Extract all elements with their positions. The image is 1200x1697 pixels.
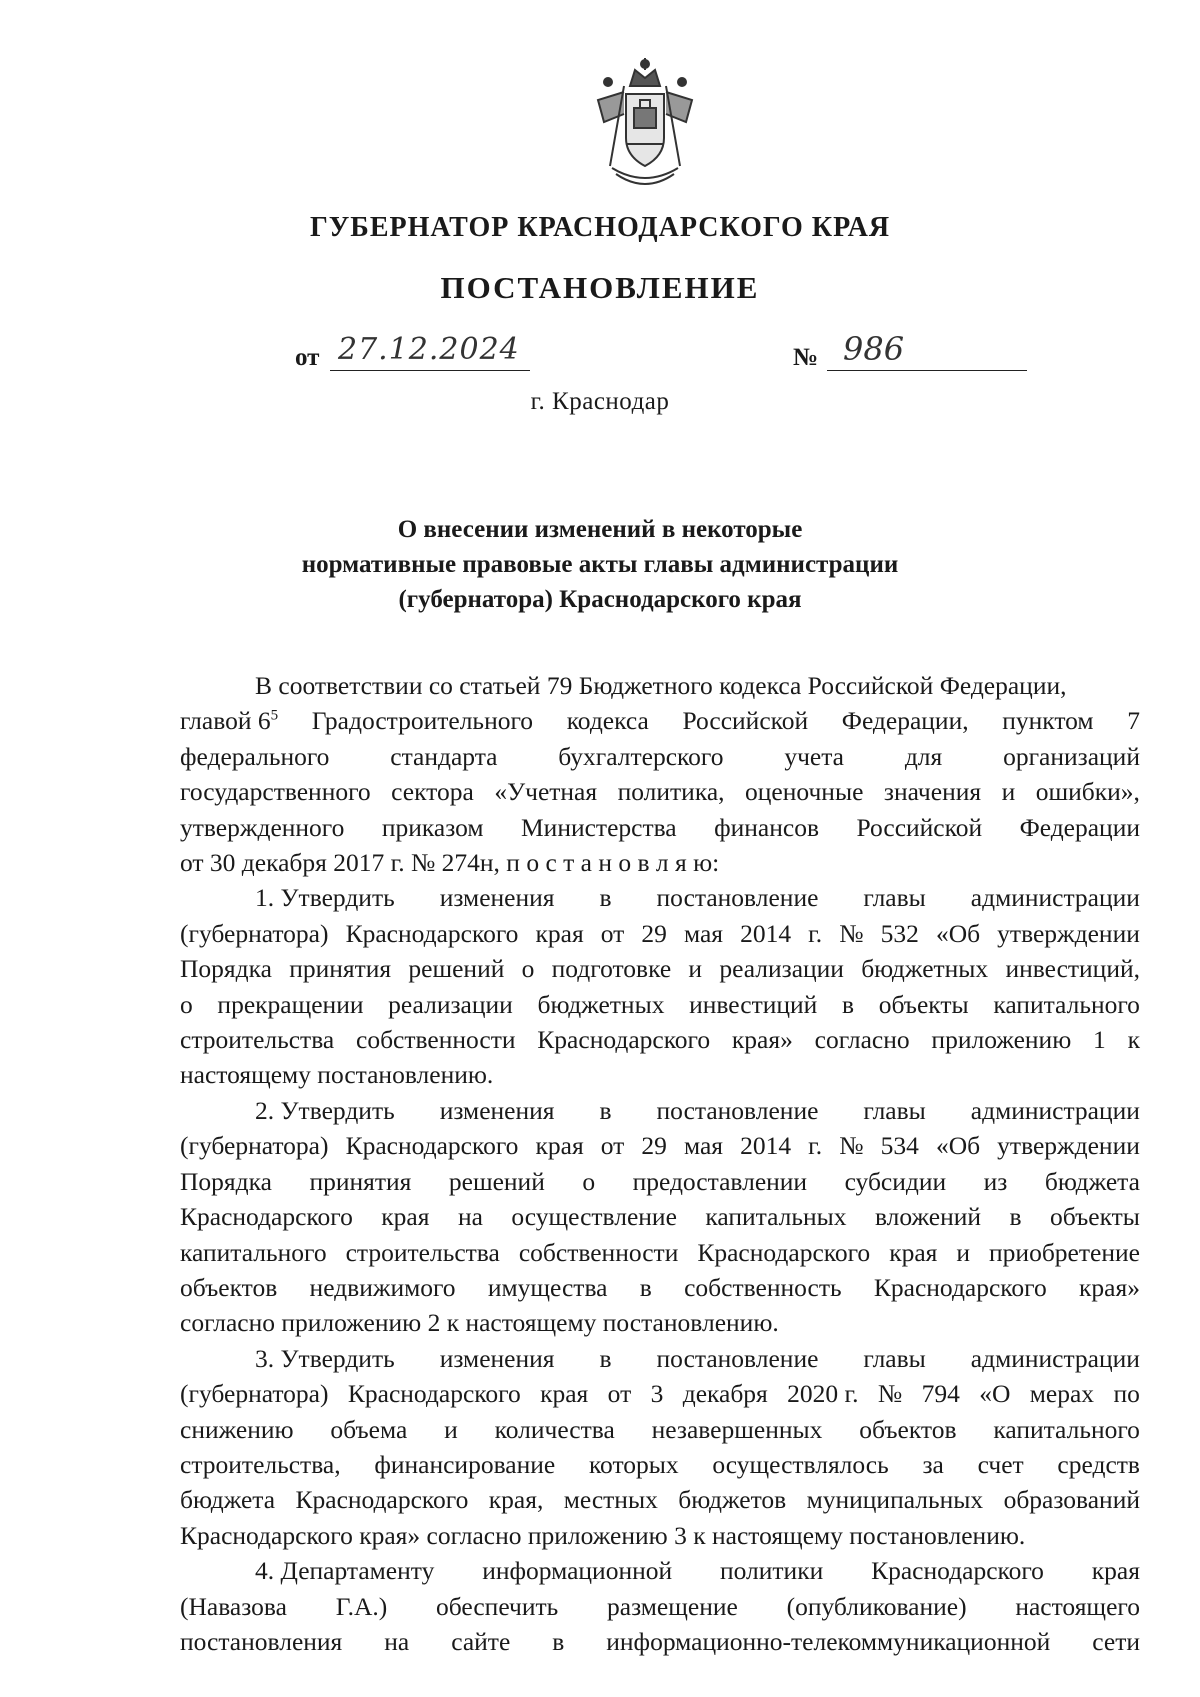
body-word: собственность [684, 1272, 842, 1302]
body-word: от [607, 1379, 632, 1409]
body-line [180, 703, 1140, 738]
body-word: края» [731, 1025, 793, 1055]
body-word: значения [883, 777, 982, 807]
body-word: кодекса [566, 706, 649, 736]
body-word: 29 [641, 918, 667, 948]
body-word: Порядка [180, 954, 272, 984]
body-word: постановление [656, 1343, 819, 1373]
body-word: бухгалтерского [558, 741, 724, 771]
body-word: инвестиций [689, 989, 818, 1019]
body-word: Российской [856, 812, 983, 842]
body-line [180, 880, 1140, 915]
body-word: осуществление [511, 1202, 677, 1232]
body-line [180, 1447, 1140, 1482]
body-word: политики [719, 1556, 824, 1586]
body-line [180, 1057, 1140, 1092]
body-word: 534 [880, 1131, 919, 1161]
body-word: Краснодарского [697, 1237, 871, 1267]
body-line [180, 1624, 1140, 1659]
body-word: решений [448, 1166, 545, 1196]
body-word: постановление [656, 1095, 819, 1125]
body-line [180, 1128, 1140, 1163]
body-word: Федерации, [841, 706, 969, 736]
body-word: главы [863, 1095, 926, 1125]
body-word: капитального [993, 1414, 1140, 1444]
body-word: мая [683, 918, 723, 948]
body-word: (губернатора) [180, 1131, 329, 1161]
body-line [180, 1022, 1140, 1057]
body-word: от [600, 1131, 625, 1161]
body-word: мерах [1029, 1379, 1095, 1409]
body-line [180, 810, 1140, 845]
body-word: и [444, 1414, 458, 1444]
body-line [180, 1270, 1140, 1305]
body-word: в [639, 1272, 652, 1302]
body-word: в [599, 1095, 612, 1125]
body-word: утвержденного [180, 812, 345, 842]
body-word: (губернатора) [180, 1379, 329, 1409]
body-word: о [582, 1166, 596, 1196]
body-line [180, 668, 1140, 703]
body-word: размещение [607, 1591, 738, 1621]
body-line [180, 1518, 1140, 1553]
document-title [0, 512, 1200, 617]
body-word: 7 [1127, 706, 1140, 736]
body-word: Краснодарского [347, 1379, 521, 1409]
body-word: за [922, 1449, 944, 1479]
body-word: администрации [970, 883, 1140, 913]
body-word: информационной [482, 1556, 673, 1586]
body-word: Краснодарского [537, 1025, 711, 1055]
body-word: администрации [970, 1095, 1140, 1125]
body-word: (Навазова [180, 1591, 287, 1621]
body-word: края, [488, 1485, 544, 1515]
body-word: строительства, [180, 1449, 341, 1479]
body-word: 1. Утвердить [255, 883, 395, 913]
body-word: Российской [682, 706, 809, 736]
body-word: субсидии [844, 1166, 947, 1196]
body-word: изменения [439, 1095, 555, 1125]
body-word: Краснодарского [345, 918, 519, 948]
body-word: Краснодарского [295, 1485, 469, 1515]
body-word: реализации [388, 989, 513, 1019]
body-line [180, 916, 1140, 951]
body-line [180, 1235, 1140, 1270]
body-word: в [599, 883, 612, 913]
body-word: которых [588, 1449, 679, 1479]
body-word: края [1091, 1556, 1140, 1586]
body-word: счет [977, 1449, 1024, 1479]
body-word: декабря [682, 1379, 768, 1409]
document-body [180, 668, 1140, 1659]
body-word: края [381, 1202, 430, 1232]
body-word: муниципальных [806, 1485, 984, 1515]
body-word: о [180, 989, 193, 1019]
body-word: края [535, 1131, 584, 1161]
body-word: информационно-телекоммуникационной [606, 1626, 1051, 1656]
body-word: учета [784, 741, 844, 771]
body-word: объема [330, 1414, 408, 1444]
body-word: федерального [180, 741, 330, 771]
body-word: на [457, 1202, 483, 1232]
body-word: вложений [874, 1202, 982, 1232]
body-word: Краснодарского [871, 1556, 1044, 1586]
title-line: (губернатора) Краснодарского края [398, 586, 802, 613]
body-line [180, 1376, 1140, 1411]
body-word-group [180, 703, 278, 738]
body-word: и [688, 954, 703, 984]
body-word: «Учетная [494, 777, 598, 807]
body-word: утверждении [997, 918, 1140, 948]
document-type-heading: ПОСТАНОВЛЕНИЕ [440, 270, 760, 305]
body-line [180, 1553, 1140, 1588]
body-word: стандарта [390, 741, 498, 771]
body-line [180, 1164, 1140, 1199]
body-word: собственности [518, 1237, 679, 1267]
body-word: пунктом [1002, 706, 1094, 736]
body-word: № [877, 1379, 903, 1409]
body-word: (опубликование) [786, 1591, 967, 1621]
body-word: 2. Утвердить [255, 1095, 395, 1125]
body-line [180, 1199, 1140, 1234]
number-field [827, 330, 1027, 371]
body-word: Порядка [180, 1166, 272, 1196]
body-word: объектов [859, 1414, 957, 1444]
body-line [180, 951, 1140, 986]
body-line [180, 1305, 1140, 1340]
body-word: 794 [921, 1379, 960, 1409]
body-word: Градостроительного [311, 706, 534, 736]
body-line [180, 845, 1140, 880]
body-word: края» [1079, 1272, 1140, 1302]
title-line: О внесении изменений в некоторые [397, 516, 803, 543]
body-word: к [1127, 1025, 1140, 1055]
body-word: незавершенных [651, 1414, 823, 1444]
body-word: Краснодарского края» согласно приложению 3 к настоящему постановлению. [180, 1520, 1026, 1550]
body-word: г. [808, 1131, 823, 1161]
body-word: обеспечить [436, 1591, 559, 1621]
body-word: местных [563, 1485, 658, 1515]
body-word: 4. Департаменту [255, 1556, 435, 1586]
body-word: 2014 [740, 1131, 792, 1161]
body-word: Краснодарского [345, 1131, 519, 1161]
body-word: бюджета [180, 1485, 276, 1515]
body-word: согласно приложению 2 к настоящему постановлению. [180, 1308, 779, 1338]
date-label: от [295, 344, 320, 371]
body-word: 2020 г. [787, 1379, 859, 1409]
body-word: подготовке [551, 954, 672, 984]
body-word: капитального [993, 989, 1140, 1019]
body-word: «Об [935, 918, 981, 948]
body-word: (губернатора) [180, 918, 329, 948]
body-word: г. [808, 918, 823, 948]
body-word: ошибки», [1035, 777, 1140, 807]
body-word: сайте [451, 1626, 511, 1656]
body-line [180, 987, 1140, 1022]
body-word: снижению [180, 1414, 294, 1444]
body-word: края [535, 918, 584, 948]
body-word: средств [1057, 1449, 1140, 1479]
number-value: 986 [843, 330, 905, 368]
body-word: на [384, 1626, 410, 1656]
body-word: финансирование [374, 1449, 556, 1479]
body-word: собственности [356, 1025, 516, 1055]
body-line [180, 739, 1140, 774]
body-word: изменения [439, 883, 555, 913]
body-word: государственного [180, 777, 371, 807]
body-word: № [839, 918, 864, 948]
body-word: настоящего [1015, 1591, 1140, 1621]
body-word: главы [863, 883, 926, 913]
body-word: капитальных [705, 1202, 847, 1232]
body-word: приказом [381, 812, 484, 842]
body-word: о [521, 954, 535, 984]
body-line [180, 774, 1140, 809]
body-word: Краснодарского [873, 1272, 1047, 1302]
body-word: образований [1003, 1485, 1140, 1515]
body-word: финансов [714, 812, 819, 842]
body-word: 2014 [740, 918, 792, 948]
body-word: строительства [180, 1025, 335, 1055]
body-word: решений [408, 954, 505, 984]
body-word: Краснодарского [180, 1202, 353, 1232]
body-word: сектора [391, 777, 474, 807]
title-line: нормативные правовые акты главы администрации [301, 551, 899, 578]
body-word: принятия [289, 954, 392, 984]
body-word: осуществлялось [712, 1449, 889, 1479]
authority-heading: ГУБЕРНАТОР КРАСНОДАРСКОГО КРАЯ [309, 212, 891, 243]
body-word: приложению [931, 1025, 1072, 1055]
body-word: постановления [180, 1626, 343, 1656]
date-field [330, 330, 530, 371]
body-word: изменения [439, 1343, 555, 1373]
body-word: реализации [719, 954, 844, 984]
body-word: сети [1092, 1626, 1140, 1656]
body-word: 1 [1093, 1025, 1106, 1055]
body-word: и [956, 1237, 971, 1267]
body-word: бюджета [1044, 1166, 1140, 1196]
body-word: утверждении [997, 1131, 1140, 1161]
city-name: г. Краснодар [530, 388, 670, 415]
body-word: «Об [935, 1131, 981, 1161]
body-word: В соответствии со статьей 79 Бюджетного кодекса Российской Федерации, [255, 671, 1067, 700]
body-word: организаций [1003, 741, 1140, 771]
body-word: 3. Утвердить [255, 1343, 395, 1373]
body-word: № [839, 1131, 864, 1161]
body-line [180, 1482, 1140, 1517]
body-word: согласно [814, 1025, 910, 1055]
body-word: края [889, 1237, 938, 1267]
body-word: объектов [180, 1272, 278, 1302]
body-word: в [1009, 1202, 1022, 1232]
body-line [180, 1412, 1140, 1447]
body-word: по [1113, 1379, 1140, 1409]
body-word: имущества [487, 1272, 608, 1302]
body-word: прекращении [217, 989, 364, 1019]
body-word: приобретение [989, 1237, 1140, 1267]
body-word: строительства [345, 1237, 500, 1267]
body-word: для [904, 741, 943, 771]
body-line [180, 1093, 1140, 1128]
body-word: края [540, 1379, 589, 1409]
body-word: администрации [970, 1343, 1140, 1373]
number-label: № [793, 344, 819, 371]
body-word: оценочные [745, 777, 864, 807]
body-word: в [552, 1626, 565, 1656]
body-word: постановление [656, 883, 819, 913]
body-word: мая [683, 1131, 723, 1161]
body-line [180, 1341, 1140, 1376]
body-word: 532 [880, 918, 919, 948]
body-word: настоящему постановлению. [180, 1060, 494, 1090]
body-word: принятия [309, 1166, 412, 1196]
body-word: недвижимого [309, 1272, 456, 1302]
body-word: объекты [878, 989, 969, 1019]
body-word: от [600, 918, 625, 948]
body-word: в [841, 989, 855, 1019]
body-word: капитального [180, 1237, 327, 1267]
body-word: объекты [1050, 1202, 1140, 1232]
body-word: главы [863, 1343, 926, 1373]
body-word: бюджетов [678, 1485, 787, 1515]
krasnodar-coat-of-arms-icon [590, 56, 700, 194]
body-word: бюджетных [537, 989, 665, 1019]
body-line [180, 1589, 1140, 1624]
body-word: Федерации [1019, 812, 1140, 842]
superscript: 5 [270, 707, 279, 724]
body-word: в [599, 1343, 612, 1373]
body-word: количества [494, 1414, 615, 1444]
body-word: предоставлении [632, 1166, 808, 1196]
body-word: 29 [641, 1131, 667, 1161]
body-word: Г.А.) [335, 1591, 388, 1621]
body-word: 3 [650, 1379, 664, 1409]
body-word: Министерства [521, 812, 677, 842]
body-word: «О [979, 1379, 1011, 1409]
date-number-row [0, 330, 1200, 380]
body-word: из [983, 1166, 1008, 1196]
body-word: бюджетных [861, 954, 989, 984]
body-word: от 30 декабря 2017 г. № 274н, п о с т а н о в л я ю: [180, 848, 720, 878]
body-word: главой 6 [180, 706, 271, 736]
body-word: политика, [617, 777, 725, 807]
body-word: и [1001, 777, 1016, 807]
date-value: 27.12.2024 [338, 332, 520, 367]
body-word: инвестиций, [1005, 954, 1140, 984]
